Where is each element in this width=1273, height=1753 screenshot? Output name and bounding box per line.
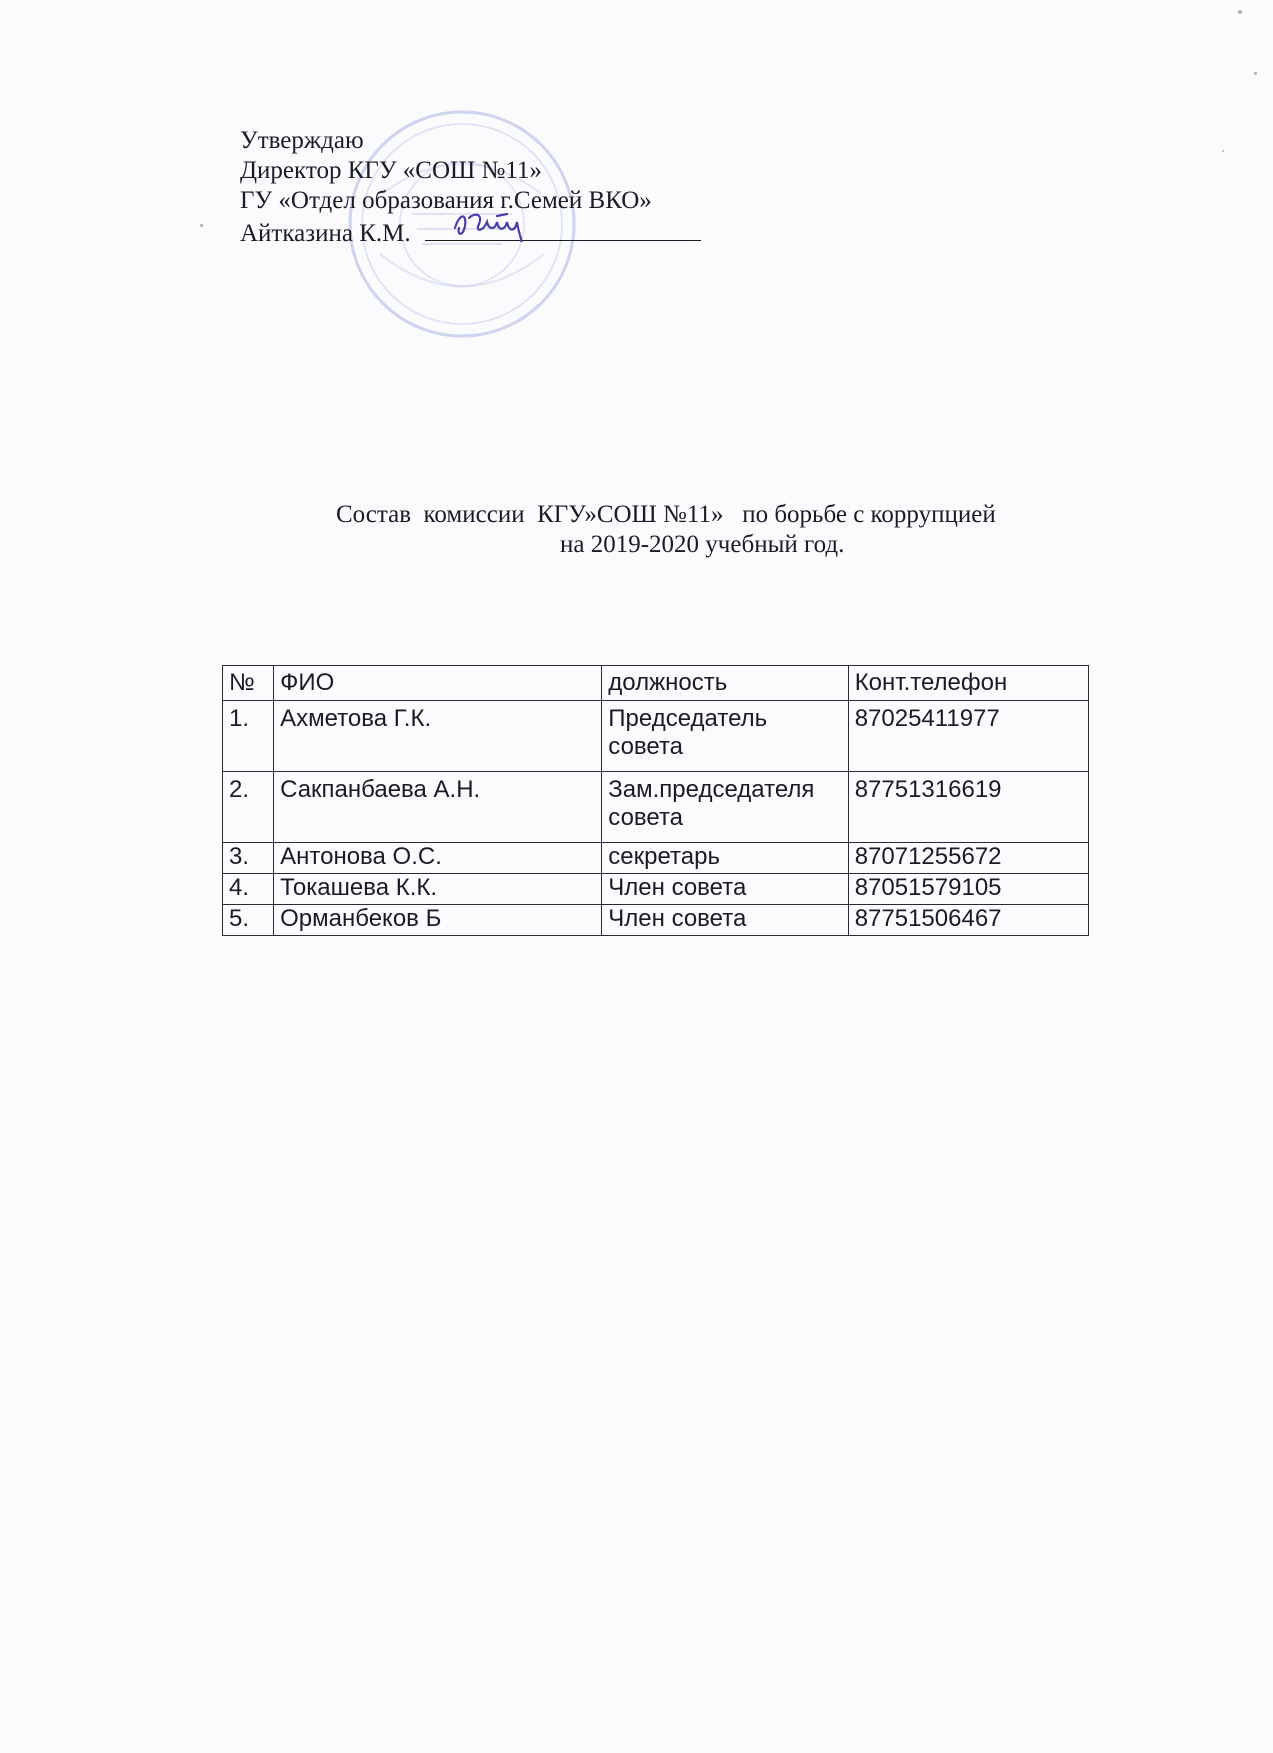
header-name: ФИО [274, 666, 602, 701]
row-name: Орманбеков Б [274, 905, 602, 936]
row-position [602, 772, 848, 843]
scan-speck [1222, 150, 1224, 152]
approval-heading: Утверждаю [240, 127, 364, 154]
row-phone: 87751316619 [848, 772, 1088, 843]
scan-speck [1238, 10, 1242, 14]
header-number: № [223, 666, 274, 701]
title-line-2: на 2019-2020 учебный год. [560, 531, 845, 558]
approval-block [240, 126, 701, 249]
row-position: Член совета [602, 874, 848, 905]
position-line: совета [608, 733, 684, 760]
row-name: Ахметова Г.К. [274, 701, 602, 772]
signer-name: Айтказина К.М. [240, 220, 411, 247]
header-phone: Конт.телефон [848, 666, 1088, 701]
row-number: 4. [223, 874, 274, 905]
row-name: Сакпанбаева А.Н. [274, 772, 602, 843]
title-line-1: Состав комиссии КГУ»СОШ №11» по борьбе с коррупцией [336, 501, 996, 528]
row-phone: 87751506467 [848, 905, 1088, 936]
position-line: совета [608, 804, 684, 831]
scan-speck [1254, 72, 1257, 75]
signer-line [240, 216, 701, 249]
row-phone: 87025411977 [848, 701, 1088, 772]
row-number: 1. [223, 701, 274, 772]
table-row [223, 905, 1089, 936]
row-name: Антонова О.С. [274, 843, 602, 874]
table-row [223, 843, 1089, 874]
table-row [223, 874, 1089, 905]
row-name: Токашева К.К. [274, 874, 602, 905]
row-number: 3. [223, 843, 274, 874]
table-header-row [223, 666, 1089, 701]
table-row [223, 772, 1089, 843]
signature-line [425, 216, 701, 241]
row-phone: 87071255672 [848, 843, 1088, 874]
row-phone: 87051579105 [848, 874, 1088, 905]
commission-members-table [222, 665, 1089, 936]
director-title: Директор КГУ «СОШ №11» [240, 157, 542, 184]
department-name: ГУ «Отдел образования г.Семей ВКО» [240, 187, 652, 214]
position-line: Председатель [608, 705, 768, 732]
row-position: Член совета [602, 905, 848, 936]
table-row [223, 701, 1089, 772]
position-line: Зам.председателя [608, 776, 815, 803]
handwritten-signature [449, 206, 559, 242]
row-number: 2. [223, 772, 274, 843]
document-title [330, 500, 1130, 560]
row-number: 5. [223, 905, 274, 936]
row-position [602, 701, 848, 772]
scan-speck [200, 224, 203, 227]
row-position: секретарь [602, 843, 848, 874]
header-position: должность [602, 666, 848, 701]
